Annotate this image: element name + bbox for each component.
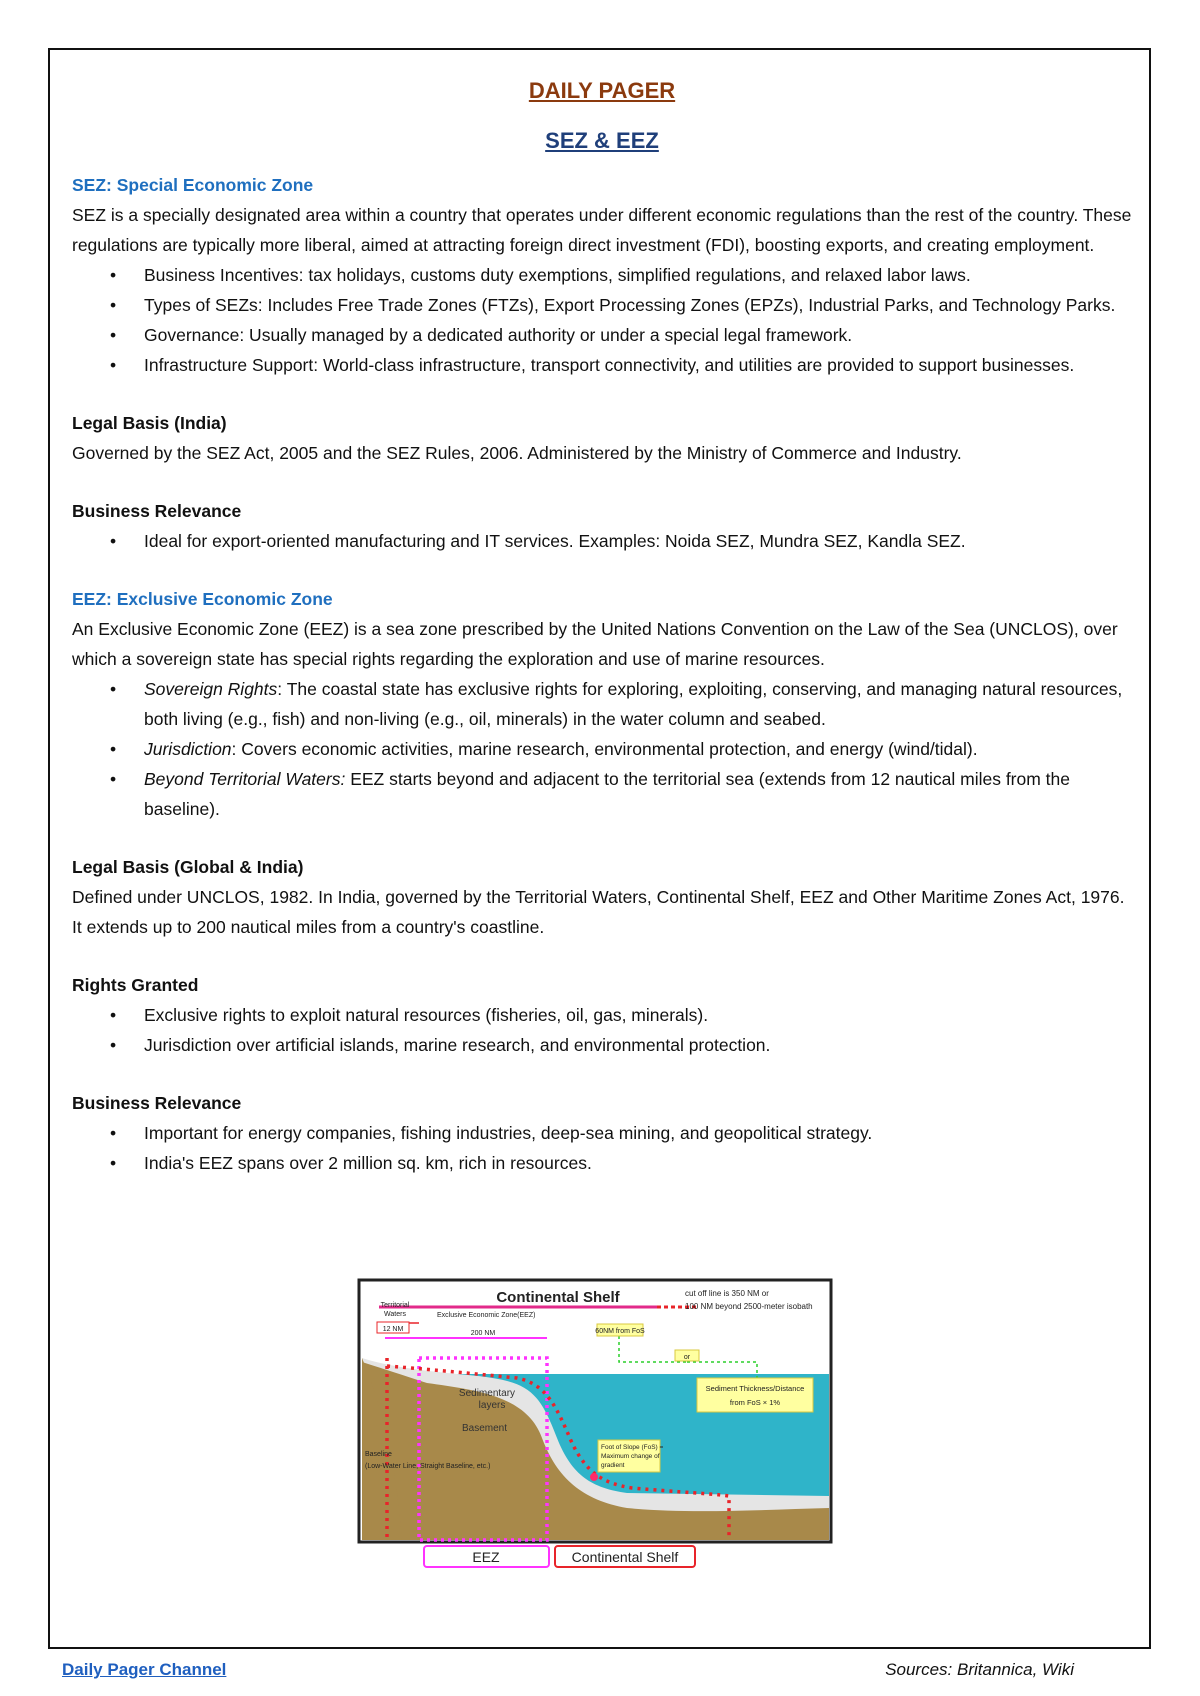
list-item: • Beyond Territorial Waters: EEZ starts beyond and adjacent to the territorial sea (extends from 12 nautical miles from the baseline). — [72, 764, 1132, 824]
bullet-icon: • — [110, 325, 117, 345]
list-item: • Important for energy companies, fishing industries, deep-sea mining, and geopolitical strategy. — [72, 1118, 1132, 1148]
sediment-note-1: Sediment Thickness/Distance — [705, 1384, 805, 1393]
continental-shelf-diagram — [357, 1278, 833, 1569]
territorial-label-2: Waters — [384, 1311, 406, 1318]
eez-intro: An Exclusive Economic Zone (EEZ) is a sea zone prescribed by the United Nations Convention on the Law of the Sea (UNCLOS), over which a sovereign state has special rights regarding the exploration and use of marine resources. — [72, 619, 1118, 669]
list-item: • Types of SEZs: Includes Free Trade Zones (FTZs), Export Processing Zones (EPZs), Industrial Parks, and Technology Parks. — [72, 290, 1132, 320]
bullet-icon: • — [110, 1035, 117, 1055]
sedimentary-label-1: Sedimentary — [458, 1388, 516, 1399]
sez-business-heading: Business Relevance — [72, 501, 242, 521]
page-content — [72, 72, 1132, 1178]
bullet-icon: • — [110, 1005, 117, 1025]
nm60-label: 60NM from FoS — [595, 1328, 645, 1335]
sediment-note-2: from FoS × 1% — [729, 1398, 781, 1407]
list-item: • India's EEZ spans over 2 million sq. km, rich in resources. — [72, 1148, 1132, 1178]
cutoff-note-2: 100 NM beyond 2500-meter isobath — [685, 1302, 813, 1311]
bullet-icon: • — [110, 679, 117, 699]
list-item: • Sovereign Rights: The coastal state has exclusive rights for exploring, exploiting, conserving, and managing natural resources, both living (e.g., fish) and non-living (e.g., oil, minerals) in the water column and seabed. — [72, 674, 1132, 734]
list-item: • Jurisdiction: Covers economic activities, marine research, environmental protection, and energy (wind/tidal). — [72, 734, 1132, 764]
bullet-icon: • — [110, 769, 117, 789]
territorial-label-1: Territorial — [380, 1302, 410, 1309]
bullet-icon: • — [110, 1153, 117, 1173]
bullet-icon: • — [110, 1123, 117, 1143]
foot-of-slope-marker — [590, 1473, 598, 1481]
bullet-icon: • — [110, 295, 117, 315]
eez-business-list — [72, 1118, 1132, 1178]
nm12-label: 12 NM — [382, 1326, 404, 1333]
list-item: • Governance: Usually managed by a dedicated authority or under a special legal framework. — [72, 320, 1132, 350]
sez-heading: SEZ: Special Economic Zone — [72, 175, 314, 195]
baseline-label-1: Baseline — [365, 1451, 392, 1458]
sez-intro: SEZ is a specially designated area within a country that operates under different economic regulations than the rest of the country. These regulations are typically more liberal, aimed at attracting foreign direct investment (FDI), boosting exports, and creating employment. — [72, 205, 1132, 255]
sez-legal-text: Governed by the SEZ Act, 2005 and the SEZ Rules, 2006. Administered by the Ministry of Commerce and Industry. — [72, 443, 962, 463]
sources-note: Sources: Britannica, Wiki — [885, 1660, 1074, 1679]
daily-pager-channel-link[interactable]: Daily Pager Channel — [62, 1660, 227, 1679]
list-item: • Infrastructure Support: World-class infrastructure, transport connectivity, and utilities are provided to support businesses. — [72, 350, 1132, 380]
sedimentary-label-2: layers — [478, 1400, 506, 1411]
fos-label-2: Maximum change of — [601, 1453, 660, 1460]
fos-label-1: Foot of Slope (FoS) = — [601, 1444, 664, 1451]
bullet-icon: • — [110, 739, 117, 759]
eez-business-heading: Business Relevance — [72, 1093, 242, 1113]
bullet-icon: • — [110, 265, 117, 285]
list-item: • Exclusive rights to exploit natural resources (fisheries, oil, gas, minerals). — [72, 1000, 1132, 1030]
legend-eez-label: EEZ — [472, 1549, 500, 1565]
eez-range-label: Exclusive Economic Zone(EEZ) — [437, 1312, 536, 1319]
eez-legal-text: Defined under UNCLOS, 1982. In India, governed by the Territorial Waters, Continental Shelf, EEZ and Other Maritime Zones Act, 1976. It extends up to 200 nautical miles from a country's coastline. — [72, 887, 1125, 937]
eez-heading: EEZ: Exclusive Economic Zone — [72, 589, 333, 609]
nm200-label: 200 NM — [470, 1330, 496, 1337]
sez-business-list — [72, 526, 1132, 556]
diagram-title: Continental Shelf — [496, 1289, 620, 1306]
fos-label-3: gradient — [601, 1462, 625, 1469]
page-title: DAILY PAGER — [528, 78, 676, 103]
eez-legal-heading: Legal Basis (Global & India) — [72, 857, 304, 877]
eez-rights-heading: Rights Granted — [72, 975, 199, 995]
legend-cs-label: Continental Shelf — [571, 1549, 679, 1565]
bullet-icon: • — [110, 355, 117, 375]
sez-legal-heading: Legal Basis (India) — [72, 413, 227, 433]
list-item: • Business Incentives: tax holidays, customs duty exemptions, simplified regulations, and relaxed labor laws. — [72, 260, 1132, 290]
bullet-icon: • — [110, 531, 117, 551]
or-label: or — [683, 1354, 691, 1361]
sez-bullet-list — [72, 260, 1132, 380]
eez-bullet-list — [72, 674, 1132, 824]
eez-rights-list — [72, 1000, 1132, 1060]
page-subtitle: SEZ & EEZ — [545, 128, 659, 153]
list-item: • Ideal for export-oriented manufacturing and IT services. Examples: Noida SEZ, Mundra SEZ, Kandla SEZ. — [72, 526, 1132, 556]
cutoff-note-1: cut off line is 350 NM or — [685, 1289, 769, 1298]
basement-label: Basement — [462, 1423, 508, 1434]
baseline-label-2: (Low-Water Line, Straight Baseline, etc.) — [365, 1463, 491, 1470]
list-item: • Jurisdiction over artificial islands, marine research, and environmental protection. — [72, 1030, 1132, 1060]
